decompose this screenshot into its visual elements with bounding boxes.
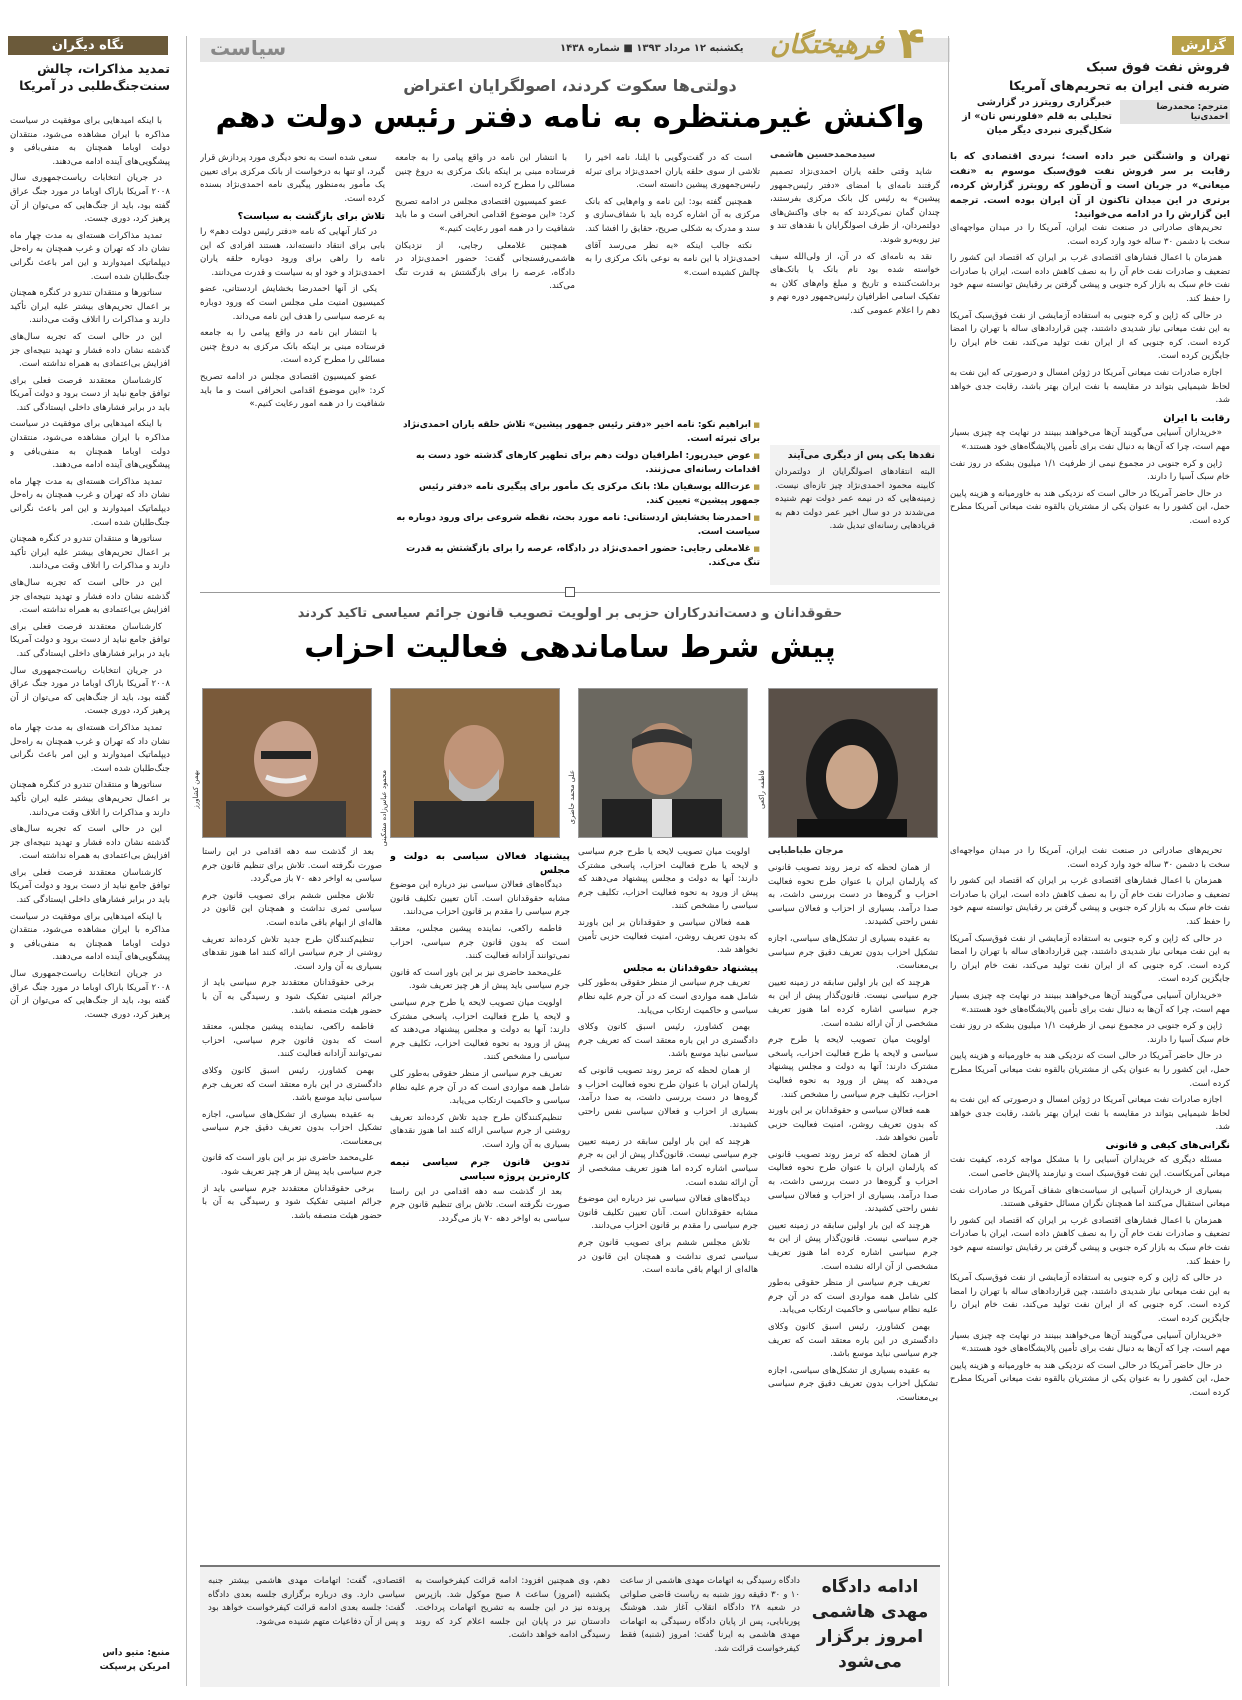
right-body-lower-p2: همزمان با اعمال فشارهای اقتصادی غرب بر ایران که اقتصاد این کشور را تضعیف و صادرات نفت خام آن را به نصف کاهش داده است، ایران با صادرات نفت خام سبک به بازار کره جنوبی و پیشی گرفتن بر رقبایش توانسته سهم خود را حفظ کند. [950,876,1230,927]
second-story-col4-p3: تنظیم‌کنندگان طرح جدید تلاش کرده‌اند تعریف روشنی از جرم سیاسی ارائه کنند اما هنوز نقدهای بسیاری به آن وارد است. [202,934,382,972]
second-story-col4-p5: فاطمه راکعی، نماینده پیشین مجلس، معتقد است که بدون قانون جرم سیاسی، احزاب نمی‌توانند آزادانه فعالیت کنند. [202,1022,382,1060]
second-story-col2b-p4: هرچند که این بار اولین سابقه در زمینه تعیین جرم سیاسی نیست. قانون‌گذار پیش از این به جرم سیاسی اشاره کرده اما هنوز تعریف مشخصی از آن ارائه نشده است. [578,1136,758,1188]
issue-date-line: یکشنبه ۱۲ مرداد ۱۳۹۳ ■ شماره ۱۴۳۸ [560,43,744,54]
second-story-subhead-4: تدوین قانون جرم سیاسی نیمه کاره‌ترین پروژه سیاسی [390,1157,570,1183]
second-story-kicker: حقوقدانان و دست‌اندرکاران حزبی بر اولویت تصویب قانون جرائم سیاسی تاکید کردند [297,606,843,621]
second-story-col3-p6: تنظیم‌کنندگان طرح جدید تلاش کرده‌اند تعریف روشنی از جرم سیاسی ارائه کنند اما هنوز نقدهای بسیاری به آن وارد است. [390,1112,570,1150]
second-story-col3-p5: تعریف جرم سیاسی از منظر حقوقی به‌طور کلی شامل همه مواردی است که در آن جرم علیه نظام سیاسی و حاکمیت ارتکاب می‌یابد. [390,1068,570,1107]
left-source-label: منبع: متیو داس [102,1648,170,1658]
right-translator: مترجم: محمدرضا احمدی‌نیا [1120,100,1230,124]
second-story-col1-p4: اولویت میان تصویب لایحه یا طرح جرم سیاسی و لایحه یا طرح فعالیت احزاب، پاسخی مشترک دارند: آنها به دولت و مجلس پیشنهاد می‌دهند که پیش از ورود به نحوه فعالیت احزاب، تکلیف جرم سیاسی را مشخص کنند. [768,1035,938,1100]
right-body-p3: در حالی که ژاپن و کره جنوبی به استفاده آزمایشی از نفت فوق‌سبک آمریکا به این نفت میعانی نیاز شدیدی داشتند، چین قراردادهای ساله با تهران را امضا کرده است. کره جنوبی که از ایران نفت تولید می‌کند، نفت خام ایران را جایگزین کرده است. [950,310,1230,362]
right-body-lower [950,845,1230,1690]
left-body-p8: تمدید مذاکرات هسته‌ای به مدت چهار ماه نشان داد که تهران و غرب همچنان به راه‌حل دیپلماتیک امیدوارند و این امر باعث نگرانی جنگ‌طلبان شده است. [10,476,170,528]
right-body3-p5: «خریداران آسیایی می‌گویند آن‌ها می‌خواهند ببینند در نهایت چه چیزی بسیار مهم است، چرا که آن‌ها به دنبال نفت برای تأمین پالایشگاه‌های خود هستند.» [950,1330,1230,1355]
top-story-subhead: تلاش برای بازگشت به سیاست؟ [237,211,385,223]
portrait-1-image [768,689,937,838]
portrait-photo-4 [202,688,372,838]
portrait-3-image [390,689,559,838]
left-column-rule [186,36,187,1686]
top-story-col3 [395,152,575,412]
left-body-p1: با اینکه امیدهایی برای موفقیت در سیاست مذاکره با ایران مشاهده می‌شود، منتقدان دولت اوباما همچنان به منفی‌بافی و پیشگویی‌های آینده ادامه می‌دهند. [10,116,170,167]
top-story-col4b-p4: عضو کمیسیون اقتصادی مجلس در ادامه تصریح کرد: «این موضوع اقدامی انحرافی است و ما باید شفافیت را در همه امور رعایت کنیم.» [200,371,385,410]
left-body-p12: در جریان انتخابات ریاست‌جمهوری سال ۲۰۰۸ آمریکا باراک اوباما در مورد جنگ عراق گفته بود، باید از جنگ‌هایی که می‌توان از آن پرهیز کرد، دوری جست. [10,665,170,717]
second-story-col1-p5: همه فعالان سیاسی و حقوقدانان بر این باورند که بدون تعریف روشن، امنیت فعالیت حزبی تأمین نخواهد شد. [768,1106,938,1144]
second-story-col2b-p5: دیدگاه‌های فعالان سیاسی نیز درباره این موضوع مشابه حقوقدانان است. آنان تعیین تکلیف قانون جرم سیاسی را مقدم بر قانون احزاب می‌دانند. [578,1194,758,1232]
second-story-col4-p7: به عقیده بسیاری از تشکل‌های سیاسی، اجازه تشکیل احزاب بدون تعریف دقیق جرم سیاسی بی‌معناست. [202,1109,382,1147]
top-story-kicker: دولتی‌ها سکوت کردند، اصولگرایان اعتراض [403,76,737,95]
portrait-caption-3: محمود عباس‌زاده مشکینی [380,770,388,847]
left-body-p4: سناتورها و منتقدان تندرو در کنگره همچنان بر اعمال تحریم‌های بیشتر علیه ایران تأکید دارند و مذاکرات را اتلاف وقت می‌دانند. [10,288,170,326]
second-story-byline: مرجان طباطبایی [768,846,844,856]
top-story-col4b-p3: با انتشار این نامه در واقع پیامی را به جامعه فرستاده مبنی بر اینکه بانک مرکزی به دروغ چنین مسائلی را مطرح کرده است. [200,328,385,366]
second-story-col2-p2: همه فعالان سیاسی و حقوقدانان بر این باورند که بدون تعریف روشن، امنیت فعالیت حزبی تأمین نخواهد شد. [578,917,758,956]
top-story-headline: واکنش غیرمنتظره به نامه دفتر رئیس دولت دهم [215,100,925,135]
left-body-p6: کارشناسان معتقدند فرصت فعلی برای توافق جامع نباید از دست برود و دولت آمریکا باید در برابر فشارهای داخلی ایستادگی کند. [10,375,170,413]
right-headline-top: فروش نفت فوق سبک [1086,60,1230,75]
second-story-col3-p3: علی‌محمد حاضری نیز بر این باور است که قانون جرم سیاسی باید پیش از هر چیز تعریف شود. [390,967,570,992]
left-body-p17: با اینکه امیدهایی برای موفقیت در سیاست مذاکره با ایران مشاهده می‌شود، منتقدان دولت اوباما همچنان به منفی‌بافی و پیشگویی‌های آینده ادامه می‌دهند. [10,911,170,963]
second-story-col4 [202,846,382,1557]
second-story-col4-p8: علی‌محمد حاضری نیز بر این باور است که قانون جرم سیاسی باید پیش از هر چیز تعریف شود. [202,1153,382,1178]
right-body3-p1: مسئله دیگری که خریداران آسیایی را با مشکل مواجه کرده، کیفیت نفت میعانی آمریکاست. این نفت فوق‌سبک است و نیازمند پالایش خاصی است. [950,1155,1230,1180]
right-body3-p2: بسیاری از خریداران آسیایی از سیاست‌های شفاف آمریکا در صادرات نفت میعانی استقبال می‌کنند اما همچنان نگران مسائل حقوقی هستند. [950,1185,1230,1210]
left-body-p13: تمدید مذاکرات هسته‌ای به مدت چهار ماه نشان داد که تهران و غرب همچنان به راه‌حل دیپلماتیک امیدوارند و این امر باعث نگرانی جنگ‌طلبان شده است. [10,722,170,774]
left-source-outlet: امریکن پرسپکت [99,1662,170,1672]
left-tag-others-view: نگاه دیگران [8,36,168,55]
left-body-p7: با اینکه امیدهایی برای موفقیت در سیاست مذاکره با ایران مشاهده می‌شود، منتقدان دولت اوباما همچنان به منفی‌بافی و پیشگویی‌های آینده ادامه می‌دهند. [10,419,170,471]
second-story-col2b-p2: بهمن کشاورز، رئیس اسبق کانون وکلای دادگستری در این باره معتقد است که تعریف جرم سیاسی نباید موسع باشد. [578,1022,758,1060]
bottom-box-headline: ادامه دادگاه مهدی هاشمی امروز برگزار می‌شود [811,1577,929,1672]
second-story-col3-p1: دیدگاه‌های فعالان سیاسی نیز درباره این موضوع مشابه حقوقدانان است. آنان تعیین تکلیف قانون جرم سیاسی را مقدم بر قانون احزاب می‌دانند. [390,880,570,918]
left-body-p11: کارشناسان معتقدند فرصت فعلی برای توافق جامع نباید از دست برود و دولت آمریکا باید در برابر فشارهای داخلی ایستادگی کند. [10,621,170,659]
second-story-col4-p6: بهمن کشاورز، رئیس اسبق کانون وکلای دادگستری در این باره معتقد است که تعریف جرم سیاسی نباید موسع باشد. [202,1065,382,1104]
newspaper-logo: فرهیختگان [770,30,885,60]
right-subhead-2: نگرانی‌های کیفی و قانونی [1105,1139,1230,1151]
second-story-col1-p3: هرچند که این بار اولین سابقه در زمینه تعیین جرم سیاسی نیست. قانون‌گذار پیش از این به جرم سیاسی اشاره کرده اما هنوز تعریف مشخصی از آن ارائه نشده است. [768,977,938,1029]
top-story-box-heading: نقدها یکی پس از دیگری می‌آیند [787,450,935,461]
right-body-lower-p4: «خریداران آسیایی می‌گویند آن‌ها می‌خواهند ببینند در نهایت چه چیزی بسیار مهم است، چرا که آن‌ها به دنبال نفت برای تأمین پالایشگاه‌های خود هستند.» [950,990,1230,1015]
second-story-col4-p2: تلاش مجلس ششم برای تصویب قانون جرم سیاسی ثمری نداشت و همچنان این قانون در هاله‌ای از ابهام باقی مانده است. [202,890,382,928]
right-body3-p4: در حالی که ژاپن و کره جنوبی به استفاده آزمایشی از نفت فوق‌سبک آمریکا به این نفت میعانی نیاز شدیدی داشتند، چین قراردادهای ساله با تهران را امضا کرده است. کره جنوبی که از ایران نفت تولید می‌کند، نفت خام ایران را جایگزین کرده است. [950,1273,1230,1324]
second-story-col4-p1: بعد از گذشت سه دهه اقدامی در این راستا صورت نگرفته است. تلاش برای تنظیم قانون جرم سیاسی به اواخر دهه ۷۰ باز می‌گردد. [202,847,382,885]
left-body-p9: سناتورها و منتقدان تندرو در کنگره همچنان بر اعمال تحریم‌های بیشتر علیه ایران تأکید دارند و مذاکرات را اتلاف وقت می‌دانند. [10,534,170,572]
top-story-col3-p3: همچنین غلامعلی رجایی، از نزدیکان هاشمی‌رفسنجانی گفت: حضور احمدی‌نژاد در دادگاه، عرصه را برای بازگشتش به قدرت تنگ می‌کند. [395,240,575,292]
right-subhead-1: رقابت با ایران [1163,412,1230,424]
left-body-p3: تمدید مذاکرات هسته‌ای به مدت چهار ماه نشان داد که تهران و غرب همچنان به راه‌حل دیپلماتیک امیدوارند و این امر باعث نگرانی جنگ‌طلبان شده است. [10,230,170,282]
second-story-col2-p1: اولویت میان تصویب لایحه یا طرح جرم سیاسی و لایحه یا طرح فعالیت احزاب، پاسخی مشترک دارند: آنها به دولت و مجلس پیشنهاد می‌دهند که پیش از ورود به نحوه فعالیت احزاب، تکلیف جرم سیاسی را مشخص کنند. [578,847,758,912]
right-body-lower-p6: در حال حاضر آمریکا در حالی است که نزدیکی هند به خاورمیانه و هزینه پایین حمل، این کشور را به عنوان یکی از مشتریان بالقوه نفت میعانی آمریکا مطرح کرده است. [950,1051,1230,1089]
right-body-lower-p5: ژاپن و کره جنوبی در مجموع نیمی از ظرفیت ۱/۱ میلیون بشکه در روز نفت خام سبک آسیا را دارند. [950,1021,1230,1045]
bottom-box-col3: اقتصادی، گفت: اتهامات مهدی هاشمی بیشتر جنبه سیاسی دارد. وی درباره برگزاری جلسه بعدی دادگاه گفت: جلسه بعدی ادامه قرائت کیفرخواست خواهد بود و پس از آن دفاعیات متهم شنیده می‌شود. [208,1576,405,1627]
right-body-p4: اجازه صادرات نفت میعانی آمریکا در ژوئن امسال و درصورتی که این نفت به لحاظ شیمیایی بتواند در مقایسه با نفت ایران بهتر باشد، رقابت جدی خواهد شد. [950,367,1230,406]
top-story-col3-p2: عضو کمیسیون اقتصادی مجلس در ادامه تصریح کرد: «این موضوع اقدامی انحرافی است و ما باید شفافیت را در همه امور رعایت کنیم.» [395,196,575,234]
left-body-p2: در جریان انتخابات ریاست‌جمهوری سال ۲۰۰۸ آمریکا باراک اوباما در مورد جنگ عراق گفته بود، باید از جنگ‌هایی که می‌توان از آن پرهیز کرد، دوری جست. [10,173,170,225]
second-story-col4-p9: برخی حقوقدانان معتقدند جرم سیاسی باید از جرائم امنیتی تفکیک شود و رسیدگی به آن با حضور هیئت منصفه باشد. [202,1183,382,1221]
top-story-col2 [585,152,760,412]
second-story-col1 [768,862,938,1557]
top-story-col1-p2: نقد به نامه‌ای که در آن، از ولی‌الله سیف خواسته شده بود نام بانک یا بانک‌های برداشت‌کننده و تاریخ و مبلغ وام‌های کلان به تفکیک اسامی اطرافیان رئیس‌جمهور دوره نهم و دهم را اعلام عمومی کند. [770,251,940,316]
second-story-col3-p2: فاطمه راکعی، نماینده پیشین مجلس، معتقد است که بدون قانون جرم سیاسی، احزاب نمی‌توانند آزادانه فعالیت کنند. [390,923,570,962]
second-story-col1-p6: از همان لحظه که ترمز روند تصویب قانونی که پارلمان ایران با عنوان طرح نحوه فعالیت احزاب و گروه‌ها در دست بررسی داشت، به صدا درآمد، بسیاری از احزاب و فعالان سیاسی نفس راحتی کشیدند. [768,1149,938,1215]
bottom-box-col2: دهم، وی همچنین افزود: ادامه قرائت کیفرخواست به یکشنبه (امروز) ساعت ۸ صبح موکول شد. بازپرس پرونده نیز در این جلسه به تشریح اتهامات پرداخت. دادستان نیز در پایان این جلسه اعلام کرد که روند رسیدگی ادامه خواهد داشت. [415,1576,610,1641]
right-body2-p2: ژاپن و کره جنوبی در مجموع نیمی از ظرفیت ۱/۱ میلیون بشکه در روز نفت خام سبک آسیا را دارند. [950,458,1230,483]
right-body2-p1: «خریداران آسیایی می‌گویند آن‌ها می‌خواهند ببینند در نهایت چه چیزی بسیار مهم است، چرا که آن‌ها به دنبال نفت برای تأمین پالایشگاه‌های خود هستند.» [950,428,1230,452]
top-story-box-body: البته انتقادهای اصولگرایان از دولتمردان کابینه محمود احمدی‌نژاد چیز تازه‌ای نیست. زمینه‌هایی که در نیمه عمر دولت نهم شنیده می‌شدند در دو سال اخیر عمر دولت دهم به فریادهایی رسانه‌ای تبدیل شد. [775,467,935,532]
right-lead: تهران و واشنگتن خبر داده است؛ نبردی اقتصادی که با رقابت بر سر فروش نفت فوق‌سبک موسوم به «نفت میعانی» در جریان است و آن‌طور که رویترز گزارش کرده، برتری در این میدان تاکنون از آن ایران بوده است. ترجمه این گزارش را در ادامه می‌خوانید: [950,151,1230,220]
second-story-subhead-3: پیشنهاد فعالان سیاسی به دولت و مجلس [390,851,570,876]
top-story-col4b-p2: یکی از آنها احمدرضا بخشایش اردستانی، عضو کمیسیون امنیت ملی مجلس است که ورود دوباره به عرصه سیاسی را هدف این نامه می‌داند. [200,284,385,322]
bottom-box-col1: دادگاه رسیدگی به اتهامات مهدی هاشمی از ساعت ۱۰ و ۳۰ دقیقه روز شنبه به ریاست قاضی صلواتی در شعبه ۲۸ دادگاه انقلاب آغاز شد. هوشنگ پوربابایی، پس از پایان دادگاه رسیدگی به اتهامات مهدی هاشمی به ایرنا گفت: امروز (شنبه) فقط کیفرخواست قرائت شد. [620,1576,800,1654]
portrait-photo-3 [390,688,560,838]
second-story-col1-p2: به عقیده بسیاری از تشکل‌های سیاسی، اجازه تشکیل احزاب بدون تعریف دقیق جرم سیاسی بی‌معناست. [768,933,938,972]
second-story-col2b-p3: از همان لحظه که ترمز روند تصویب قانونی که پارلمان ایران با عنوان طرح نحوه فعالیت احزاب و گروه‌ها در دست بررسی داشت، به صدا درآمد، بسیاری از احزاب و فعالان سیاسی نفس راحتی کشیدند. [578,1065,758,1131]
right-body-lower-p7: اجازه صادرات نفت میعانی آمریکا در ژوئن امسال و درصورتی که این نفت به لحاظ شیمیایی بتواند در مقایسه با نفت ایران بهتر باشد، رقابت جدی خواهد شد. [950,1095,1230,1133]
second-story-col1-p7: هرچند که این بار اولین سابقه در زمینه تعیین جرم سیاسی نیست. قانون‌گذار پیش از این به جرم سیاسی اشاره کرده اما هنوز تعریف مشخصی از آن ارائه نشده است. [768,1220,938,1272]
portrait-photo-1 [768,688,938,838]
highlight-item: ■ احمدرضا بخشایش اردستانی: نامه مورد بحث، نقطه شروعی برای ورود دوباره به سیاست است. [395,511,760,539]
left-body-p10: این در حالی است که تجربه سال‌های گذشته نشان داده فشار و تهدید نتیجه‌ای جز افزایش بی‌اعتمادی به همراه نداشته است. [10,578,170,616]
right-body2-p3: در حال حاضر آمریکا در حالی است که نزدیکی هند به خاورمیانه و هزینه پایین حمل، این کشور را به عنوان یکی از مشتریان بالقوه نفت میعانی آمریکا مطرح کرده است. [950,488,1230,526]
top-story-col2-p1: است که در گفت‌وگویی با ایلنا، نامه اخیر را تلاشی از سوی حلقه یاران احمدی‌نژاد برای تبرئه رئیس‌جمهوری پیشین دانسته است. [585,153,760,191]
right-body-lower-p1: تحریم‌های صادراتی در صنعت نفت ایران، آمریکا را در میدان مواجهه‌ای سخت با دشمن ۳۰ ساله خود وارد کرده است. [950,846,1230,870]
right-body [950,222,1230,837]
page-number: ۴ [898,18,925,69]
second-story-col1-p10: به عقیده بسیاری از تشکل‌های سیاسی، اجازه تشکیل احزاب بدون تعریف دقیق جرم سیاسی بی‌معناست. [768,1365,938,1403]
left-body-p18: در جریان انتخابات ریاست‌جمهوری سال ۲۰۰۸ آمریکا باراک اوباما در مورد جنگ عراق گفته بود، باید از جنگ‌هایی که می‌توان از آن پرهیز کرد، دوری جست. [10,969,170,1020]
top-story-col3-p1: با انتشار این نامه در واقع پیامی را به جامعه فرستاده مبنی بر اینکه بانک مرکزی به دروغ چنین مسائلی را مطرح کرده است. [395,153,575,191]
top-story-highlights [395,418,760,573]
right-standfirst: خبرگزاری رویترز در گزارشی تحلیلی به قلم «فلورنس تان» از شکل‌گیری نبردی دیگر میان [962,97,1112,136]
left-body-p14: سناتورها و منتقدان تندرو در کنگره همچنان بر اعمال تحریم‌های بیشتر علیه ایران تأکید دارند و مذاکرات را اتلاف وقت می‌دانند. [10,780,170,818]
second-story-col4-p4: برخی حقوقدانان معتقدند جرم سیاسی باید از جرائم امنیتی تفکیک شود و رسیدگی به آن با حضور هیئت منصفه باشد. [202,978,382,1016]
second-story-col1-p9: بهمن کشاورز، رئیس اسبق کانون وکلای دادگستری در این باره معتقد است که تعریف جرم سیاسی نباید موسع باشد. [768,1322,938,1360]
highlight-item: ■ عزت‌الله یوسفیان ملا: بانک مرکزی یک مأمور برای پیگیری نامه «دفتر رئیس جمهور پیشین» تعیین کند. [395,480,760,508]
top-story-col2-p2: همچنین گفته بود: این نامه و وام‌هایی که بانک مرکزی به آن اشاره کرده باید با شفاف‌سازی و سند و مدرک به شکلی صریح، حقایق را افشا کند. [585,196,760,234]
second-story-col2b-p1: تعریف جرم سیاسی از منظر حقوقی به‌طور کلی شامل همه مواردی است که در آن جرم علیه نظام سیاسی و حاکمیت ارتکاب می‌یابد. [578,978,758,1016]
highlight-item: ■ ابراهیم نکو: نامه اخیر «دفتر رئیس جمهور پیشین» تلاش حلقه یاران احمدی‌نژاد برای تبرئه است. [395,418,760,446]
story-divider-square [565,587,575,597]
top-story-col1 [770,166,940,441]
portrait-caption-4: بهمن کشاورز [192,770,200,809]
right-body3-p3: همزمان با اعمال فشارهای اقتصادی غرب بر ایران که اقتصاد این کشور را تضعیف و صادرات نفت خام آن را به نصف کاهش داده است، ایران با صادرات نفت خام سبک به بازار کره جنوبی و پیشی گرفتن بر رقبایش توانسته سهم خود را حفظ کند. [950,1215,1230,1267]
top-story-col2-p3: نکته جالب اینکه «به نظر می‌رسد آقای احمدی‌نژاد با این نامه به نوعی بانک مرکزی را به چالش کشیده است.» [585,240,760,278]
top-story-col4b-p1: در کنار آنهایی که نامه «دفتر رئیس دولت دهم» را بابی برای انتقاد دانسته‌اند، هستند افرادی که این نامه را راهی برای ورود دوباره حلقه یاران احمدی‌نژاد و خود او به سیاست و قدرت می‌دانند. [200,226,385,278]
portrait-caption-2: علی محمد حاضری [568,770,576,825]
left-body-p5: این در حالی است که تجربه سال‌های گذشته نشان داده فشار و تهدید نتیجه‌ای جز افزایش بی‌اعتمادی به همراه نداشته است. [10,331,170,370]
top-story-col4-p1: سعی شده است به نحو دیگری مورد پردازش قرار گیرد، او تنها به درخواست از بانک مرکزی برای تعیین یک مأمور به‌منظور پیگیری نامه احمدی‌نژاد بسنده کرده است. [200,153,385,204]
second-story-col1-p1: از همان لحظه که ترمز روند تصویب قانونی که پارلمان ایران با عنوان طرح نحوه فعالیت احزاب و گروه‌ها در دست بررسی داشت، به صدا درآمد، بسیاری از احزاب و فعالان سیاسی نفس راحتی کشیدند. [768,863,938,928]
left-body [10,115,170,1640]
second-story-headline: پیش شرط ساماندهی فعالیت احزاب [304,630,836,665]
right-body-lower-p3: در حالی که ژاپن و کره جنوبی به استفاده آزمایشی از نفت فوق‌سبک آمریکا به این نفت میعانی نیاز شدیدی داشتند، چین قراردادهای ساله با تهران را امضا کرده است. کره جنوبی که از ایران نفت تولید می‌کند، نفت خام ایران را جایگزین کرده است. [950,933,1230,985]
second-story-col3-p4: اولویت میان تصویب لایحه یا طرح جرم سیاسی و لایحه یا طرح فعالیت احزاب، پاسخی مشترک دارند: آنها به دولت و مجلس پیشنهاد می‌دهند که پیش از ورود به نحوه فعالیت احزاب، تکلیف جرم سیاسی را مشخص کنند. [390,997,570,1063]
top-story-col4 [200,152,385,582]
portrait-4-image [202,689,371,838]
left-body-p16: کارشناسان معتقدند فرصت فعلی برای توافق جامع نباید از دست برود و دولت آمریکا باید در برابر فشارهای داخلی ایستادگی کند. [10,867,170,906]
right-body3-p6: در حال حاضر آمریکا در حالی است که نزدیکی هند به خاورمیانه و هزینه پایین حمل، این کشور را به عنوان یکی از مشتریان بالقوه نفت میعانی آمریکا مطرح کرده است. [950,1360,1230,1398]
right-body-p1: تحریم‌های صادراتی در صنعت نفت ایران، آمریکا را در میدان مواجهه‌ای سخت با دشمن ۳۰ ساله خود وارد کرده است. [950,223,1230,247]
left-headline: تمدید مذاکرات، چالش سنت‌جنگ‌طلبی در آمریکا [19,61,170,93]
left-body-p15: این در حالی است که تجربه سال‌های گذشته نشان داده فشار و تهدید نتیجه‌ای جز افزایش بی‌اعتمادی به همراه نداشته است. [10,824,170,862]
section-label: سیاست [210,36,287,60]
second-story-col2 [578,846,758,1557]
second-story-col1-p8: تعریف جرم سیاسی از منظر حقوقی به‌طور کلی شامل همه مواردی است که در آن جرم علیه نظام سیاسی و حاکمیت ارتکاب می‌یابد. [768,1278,938,1316]
right-headline-bottom: ضربه فنی ایران به تحریم‌های آمریکا [1008,78,1230,93]
second-story-subhead-2: پیشنهاد حقوقدانان به مجلس [623,962,758,974]
portrait-photo-2 [578,688,748,838]
right-tag-report: گزارش [1172,36,1234,55]
portrait-caption-1: فاطمه راکعی [758,770,766,809]
highlight-item: ■ غلامعلی رجایی: حضور احمدی‌نژاد در دادگاه، عرصه را برای بازگشتش به قدرت تنگ می‌کند. [395,542,760,570]
right-column-rule [948,36,949,1686]
second-story-col3-p7: بعد از گذشت سه دهه اقدامی در این راستا صورت نگرفته است. تلاش برای تنظیم قانون جرم سیاسی به اواخر دهه ۷۰ باز می‌گردد. [390,1186,570,1224]
top-story-col1-p1: شاید وقتی حلقه یاران احمدی‌نژاد تصمیم گرفتند نامه‌ای با امضای «دفتر رئیس‌جمهور پیشین» به رئیس کل بانک مرکزی بفرستند، چندان گمان نمی‌کردند که به جای واکنش‌های دولتمردان، از طرف اصولگرایان با نقدهای تند و تیز روبه‌رو شوند. [770,167,940,245]
second-story-col3 [390,846,570,1557]
portrait-2-image [578,689,747,838]
right-body-p2: همزمان با اعمال فشارهای اقتصادی غرب بر ایران که اقتصاد این کشور را تضعیف و صادرات نفت خام آن را به نصف کاهش داده است، ایران با صادرات نفت خام سبک به بازار کره جنوبی و پیشی گرفتن بر رقبایش توانسته سهم خود را حفظ کند. [950,253,1230,304]
top-story-byline: سیدمحمدحسین هاشمی [770,150,876,160]
highlight-item: ■ عوض حیدرپور: اطرافیان دولت دهم برای تطهیر کارهای گذشته خود دست به اقدامات رسانه‌ای می‌زنند. [395,449,760,477]
second-story-col2b-p6: تلاش مجلس ششم برای تصویب قانون جرم سیاسی ثمری نداشت و همچنان این قانون در هاله‌ای از ابهام باقی مانده است. [578,1238,758,1276]
